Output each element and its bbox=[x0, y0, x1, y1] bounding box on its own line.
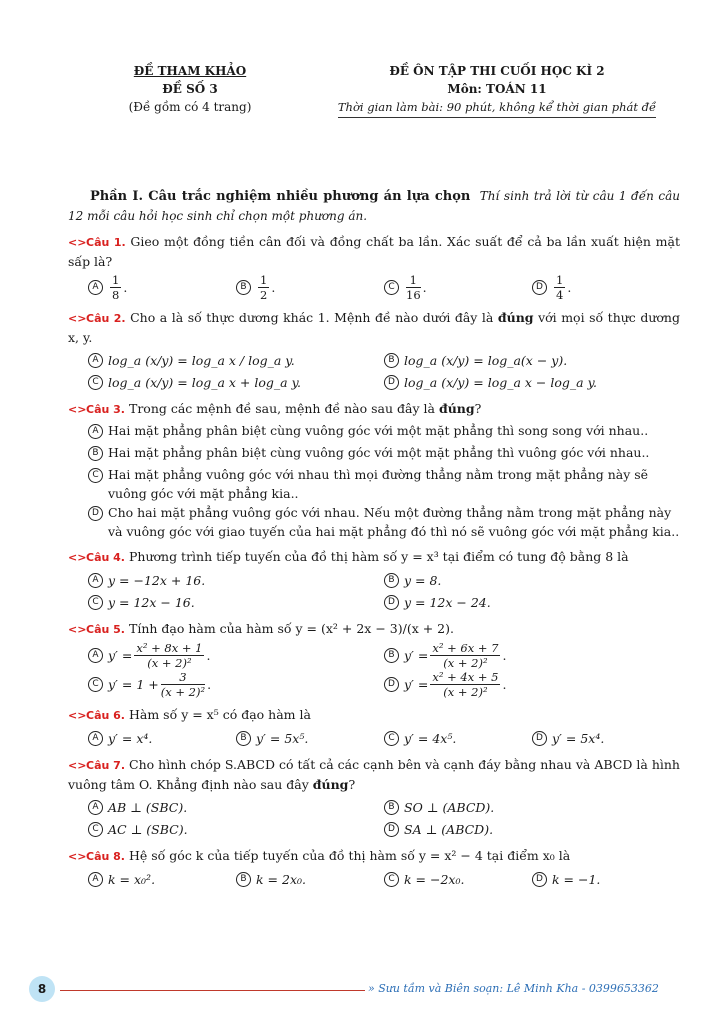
question-2: <>Câu 2. Cho a là số thực dương khác 1. Mệnh đề nào dưới đây là đúng với mọi số thực dương x, y. bbox=[68, 310, 680, 345]
option-a[interactable]: A AB ⊥ (SBC). bbox=[88, 796, 384, 818]
options-q3 bbox=[68, 421, 680, 541]
subject: Môn: TOÁN 11 bbox=[447, 82, 547, 96]
options-q4 bbox=[68, 569, 680, 613]
option-d[interactable]: D SA ⊥ (ABCD). bbox=[384, 818, 680, 840]
question-8: <>Câu 8. Hệ số góc k của tiếp tuyến của đồ thị hàm số y = x² − 4 tại điểm x₀ là bbox=[68, 846, 680, 866]
diamond-icon: <> bbox=[68, 709, 87, 722]
exam-type: ĐỀ THAM KHẢO bbox=[133, 64, 247, 78]
option-b[interactable]: B Hai mặt phẳng phân biệt cùng vuông góc với một mặt phẳng thì vuông góc với nhau.. bbox=[88, 443, 680, 465]
question-label: Câu 2. bbox=[86, 312, 126, 325]
option-a[interactable]: A Hai mặt phẳng phân biệt cùng vuông góc với một mặt phẳng thì song song với nhau.. bbox=[88, 421, 680, 443]
option-c[interactable]: C Hai mặt phẳng vuông góc với nhau thì mọi đường thẳng nằm trong mặt phẳng này sẽ vuông góc với mặt phẳng kia.. bbox=[88, 465, 680, 503]
question-label: Câu 7. bbox=[86, 759, 126, 772]
question-label: Câu 1. bbox=[86, 236, 126, 249]
part-instruction: Thí sinh trả lời từ câu 1 đến câu 12 mỗi câu hỏi học sinh chỉ chọn một phương án. bbox=[68, 189, 681, 223]
options-q5 bbox=[68, 641, 680, 699]
question-label: Câu 6. bbox=[86, 709, 125, 722]
option-d[interactable]: D Cho hai mặt phẳng vuông góc với nhau. Nếu một đường thẳng nằm trong mặt phẳng này và vuông góc với giao tuyến của hai mặt phẳng đó thì nó sẽ vuông góc với mặt phẳng kia.. bbox=[88, 503, 680, 541]
option-a[interactable]: A y = −12x + 16. bbox=[88, 569, 384, 591]
option-d[interactable]: D y′ = $\frac{\text{x² + 4x + 5}}{\text{(x + 2)²}}$ . bbox=[384, 670, 680, 699]
option-b[interactable]: B y′ = $\frac{\text{x² + 6x + 7}}{\text{(x + 2)²}}$ . bbox=[384, 641, 680, 670]
diamond-icon: <> bbox=[68, 236, 87, 249]
time-note: Thời gian làm bài: 90 phút, không kể thời gian phát đề bbox=[338, 98, 656, 118]
option-c[interactable]: C k = −2x₀. bbox=[384, 868, 532, 890]
option-c[interactable]: C y = 12x − 16. bbox=[88, 591, 384, 613]
question-5: <>Câu 5. Tính đạo hàm của hàm số y = (x² + 2x − 3)/(x + 2). bbox=[68, 619, 680, 639]
options-q1 bbox=[68, 273, 680, 302]
diamond-icon: <> bbox=[68, 850, 87, 863]
question-label: Câu 8. bbox=[86, 850, 125, 863]
option-b[interactable]: B $\frac{1}{2}$ . bbox=[236, 273, 384, 302]
exam-title: ĐỀ ÔN TẬP THI CUỐI HỌC KÌ 2 bbox=[389, 64, 605, 78]
option-d[interactable]: D $\frac{1}{4}$ . bbox=[532, 273, 680, 302]
option-c[interactable]: C $\frac{1}{16}$ . bbox=[384, 273, 532, 302]
option-d[interactable]: D k = −1. bbox=[532, 868, 680, 890]
option-b[interactable]: B y = 8. bbox=[384, 569, 680, 591]
option-d[interactable]: D y = 12x − 24. bbox=[384, 591, 680, 613]
part-title: Phần I. Câu trắc nghiệm nhiều phương án lựa chọn bbox=[90, 189, 471, 204]
question-label: Câu 4. bbox=[86, 551, 125, 564]
question-text: Gieo một đồng tiền cân đối và đồng chất ba lần. Xác suất để cả ba lần xuất hiện mặt sấp là? bbox=[68, 234, 680, 269]
header-right bbox=[322, 62, 672, 118]
question-label: Câu 5. bbox=[86, 623, 125, 636]
page-count-note: (Đề gồm có 4 trang) bbox=[128, 100, 252, 114]
exam-number: ĐỀ SỐ 3 bbox=[162, 82, 218, 96]
diamond-icon: <> bbox=[68, 312, 87, 325]
options-q7 bbox=[68, 796, 680, 840]
diamond-icon: <> bbox=[68, 759, 87, 772]
question-4: <>Câu 4. Phương trình tiếp tuyến của đồ thị hàm số y = x³ tại điểm có tung độ bằng 8 là bbox=[68, 547, 680, 567]
question-label: Câu 3. bbox=[86, 403, 125, 416]
diamond-icon: <> bbox=[68, 623, 87, 636]
option-b[interactable]: B y′ = 5x⁵. bbox=[236, 727, 384, 749]
option-a[interactable]: A y′ = x⁴. bbox=[88, 727, 236, 749]
option-a[interactable]: A y′ = $\frac{\text{x² + 8x + 1}}{\text{(x + 2)²}}$ . bbox=[88, 641, 384, 670]
option-d[interactable]: D log_a (x/y) = log_a x − log_a y. bbox=[384, 371, 680, 393]
footer-credit: » Sưu tầm và Biên soạn: Lê Minh Kha - 0399653362 bbox=[368, 982, 659, 995]
header-left bbox=[110, 62, 270, 116]
option-c[interactable]: C y′ = 1 + $\frac{3}{\text{(x + 2)²}}$ . bbox=[88, 670, 384, 699]
question-6: <>Câu 6. Hàm số y = x⁵ có đạo hàm là bbox=[68, 705, 680, 725]
exam-content bbox=[68, 186, 680, 896]
question-7: <>Câu 7. Cho hình chóp S.ABCD có tất cả các cạnh bên và cạnh đáy bằng nhau và ABCD là hình vuông tâm O. Khẳng định nào sau đây đúng? bbox=[68, 757, 680, 792]
option-c[interactable]: C log_a (x/y) = log_a x + log_a y. bbox=[88, 371, 384, 393]
options-q6 bbox=[68, 727, 680, 749]
page-number: 8 bbox=[29, 976, 55, 1002]
option-d[interactable]: D y′ = 5x⁴. bbox=[532, 727, 680, 749]
footer-divider bbox=[60, 990, 365, 991]
option-b[interactable]: B SO ⊥ (ABCD). bbox=[384, 796, 680, 818]
part-intro bbox=[68, 186, 680, 226]
question-1 bbox=[68, 232, 680, 271]
option-c[interactable]: C y′ = 4x⁵. bbox=[384, 727, 532, 749]
diamond-icon: <> bbox=[68, 403, 87, 416]
option-a[interactable]: A $\frac{1}{8}$ . bbox=[88, 273, 236, 302]
options-q8 bbox=[68, 868, 680, 890]
option-b[interactable]: B log_a (x/y) = log_a(x − y). bbox=[384, 349, 680, 371]
option-a[interactable]: A log_a (x/y) = log_a x / log_a y. bbox=[88, 349, 384, 371]
options-q2 bbox=[68, 349, 680, 393]
option-a[interactable]: A k = x₀². bbox=[88, 868, 236, 890]
option-c[interactable]: C AC ⊥ (SBC). bbox=[88, 818, 384, 840]
option-b[interactable]: B k = 2x₀. bbox=[236, 868, 384, 890]
diamond-icon: <> bbox=[68, 551, 87, 564]
question-3: <>Câu 3. Trong các mệnh đề sau, mệnh đề nào sau đây là đúng? bbox=[68, 399, 680, 419]
